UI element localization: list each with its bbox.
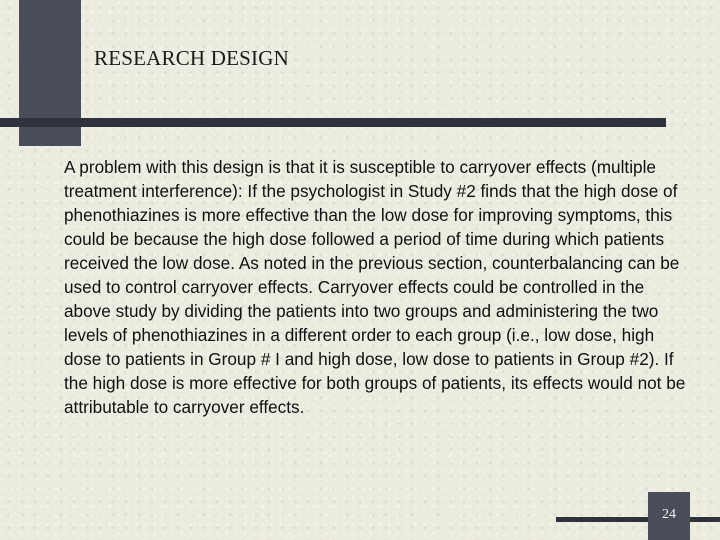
- footer-divider: [556, 517, 720, 522]
- page-number: 24: [662, 507, 676, 522]
- title-divider: [0, 118, 666, 127]
- slide-body-text: A problem with this design is that it is susceptible to carryover effects (multiple treatment interference): If the psychologist in Study #2 finds that the high dose of phenothiazines is more effective than the low dose for improving symptoms, this could be because the high dose followed a period of time during which patients received the low dose. As noted in the previous section, counterbalancing can be used to control carryover effects. Carryover effects could be controlled in the above study by dividing the patients into two groups and administering the two levels of phenothiazines in a different order to each group (i.e., low dose, high dose to patients in Group # I and high dose, low dose to patients in Group #2). If the high dose is more effective for both groups of patients, its effects would not be attributable to carryover effects.: [64, 157, 686, 417]
- slide-title: RESEARCH DESIGN: [94, 46, 289, 70]
